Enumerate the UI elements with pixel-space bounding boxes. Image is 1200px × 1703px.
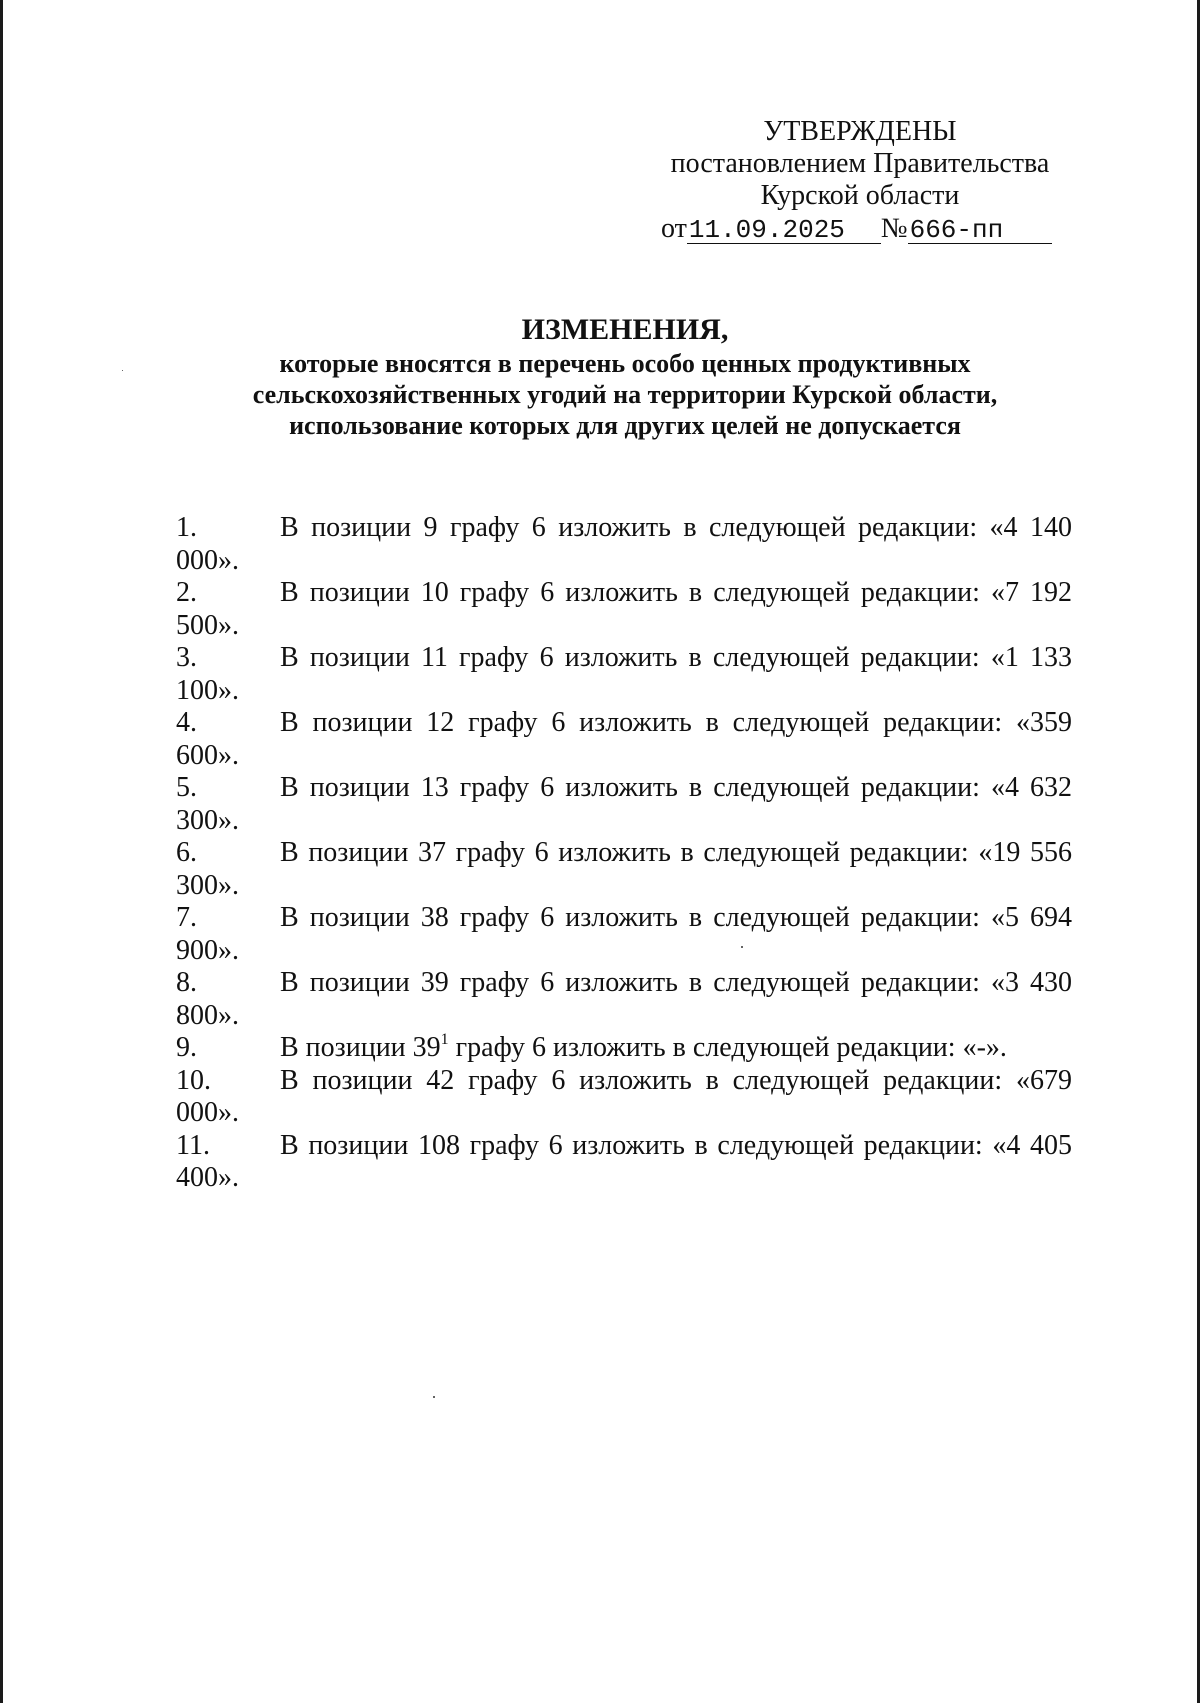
- item-number: 6.: [176, 837, 197, 868]
- approval-stamp: [640, 116, 1080, 245]
- title-line-2: сельскохозяйственных угодий на территории Курской области,: [252, 380, 998, 409]
- item-text: В позиции 42 графу 6 изложить в следующей редакции: «679 000».: [176, 1064, 1072, 1128]
- approval-approved: УТВЕРЖДЕНЫ: [763, 116, 957, 147]
- item-text: В позиции 12 графу 6 изложить в следующей редакции: «359 600».: [176, 707, 1072, 771]
- item-number: 3.: [176, 642, 197, 673]
- date-prefix: от: [661, 213, 687, 244]
- list-item: [176, 772, 1072, 837]
- scan-speck: [433, 1396, 435, 1398]
- list-item: [176, 577, 1072, 642]
- amendments-list: [176, 512, 1072, 1195]
- approval-decree: постановлением Правительства: [670, 148, 1050, 179]
- scan-edge-left: [0, 0, 3, 1703]
- item-number: 5.: [176, 772, 197, 803]
- scan-speck: [741, 946, 743, 948]
- item-number: 11.: [176, 1129, 210, 1161]
- list-item: [176, 902, 1072, 967]
- decree-number: 666-пп: [908, 217, 1052, 244]
- list-item: [176, 837, 1072, 902]
- list-item: [176, 967, 1072, 1032]
- item-number: 8.: [176, 967, 197, 998]
- item-number: 4.: [176, 707, 197, 738]
- item-number: 9.: [176, 1032, 197, 1063]
- scan-speck: [122, 370, 123, 371]
- list-item: [176, 1065, 1072, 1130]
- item-text: В позиции 38 графу 6 изложить в следующей редакции: «5 694 900».: [176, 902, 1072, 966]
- item-number: 1.: [176, 512, 197, 543]
- title-line-3: использование которых для других целей не допускается: [289, 411, 961, 440]
- item-text-before: В позиции 39: [280, 1032, 441, 1063]
- item-superscript: 1: [440, 1031, 449, 1048]
- list-item: [176, 1032, 1072, 1065]
- item-text: В позиции 13 графу 6 изложить в следующей редакции: «4 632 300».: [176, 772, 1072, 836]
- item-text: В позиции 11 графу 6 изложить в следующей редакции: «1 133 100».: [176, 642, 1072, 706]
- title-line-1: которые вносятся в перечень особо ценных продуктивных: [279, 349, 971, 378]
- title-heading: ИЗМЕНЕНИЯ,: [521, 313, 729, 346]
- item-text-after: графу 6 изложить в следующей редакции: «-».: [448, 1032, 1007, 1063]
- list-item: [176, 512, 1072, 577]
- number-prefix: №: [880, 213, 908, 244]
- decree-date: 11.09.2025: [687, 217, 881, 244]
- list-item: [176, 642, 1072, 707]
- item-text: В позиции 108 графу 6 изложить в следующей редакции: «4 405 400».: [176, 1129, 1072, 1193]
- item-number: 10.: [176, 1064, 211, 1096]
- item-text: В позиции 39 графу 6 изложить в следующей редакции: «3 430 800».: [176, 967, 1072, 1031]
- list-item: [176, 707, 1072, 772]
- document-title: [160, 312, 1090, 441]
- approval-date-line: [640, 213, 1080, 245]
- approval-region: Курской области: [760, 180, 960, 211]
- item-number: 2.: [176, 577, 197, 608]
- item-text: В позиции 9 графу 6 изложить в следующей редакции: «4 140 000».: [176, 512, 1072, 576]
- item-number: 7.: [176, 902, 197, 933]
- item-text: В позиции 37 графу 6 изложить в следующей редакции: «19 556 300».: [176, 837, 1072, 901]
- list-item: [176, 1130, 1072, 1195]
- item-text: В позиции 10 графу 6 изложить в следующей редакции: «7 192 500».: [176, 577, 1072, 641]
